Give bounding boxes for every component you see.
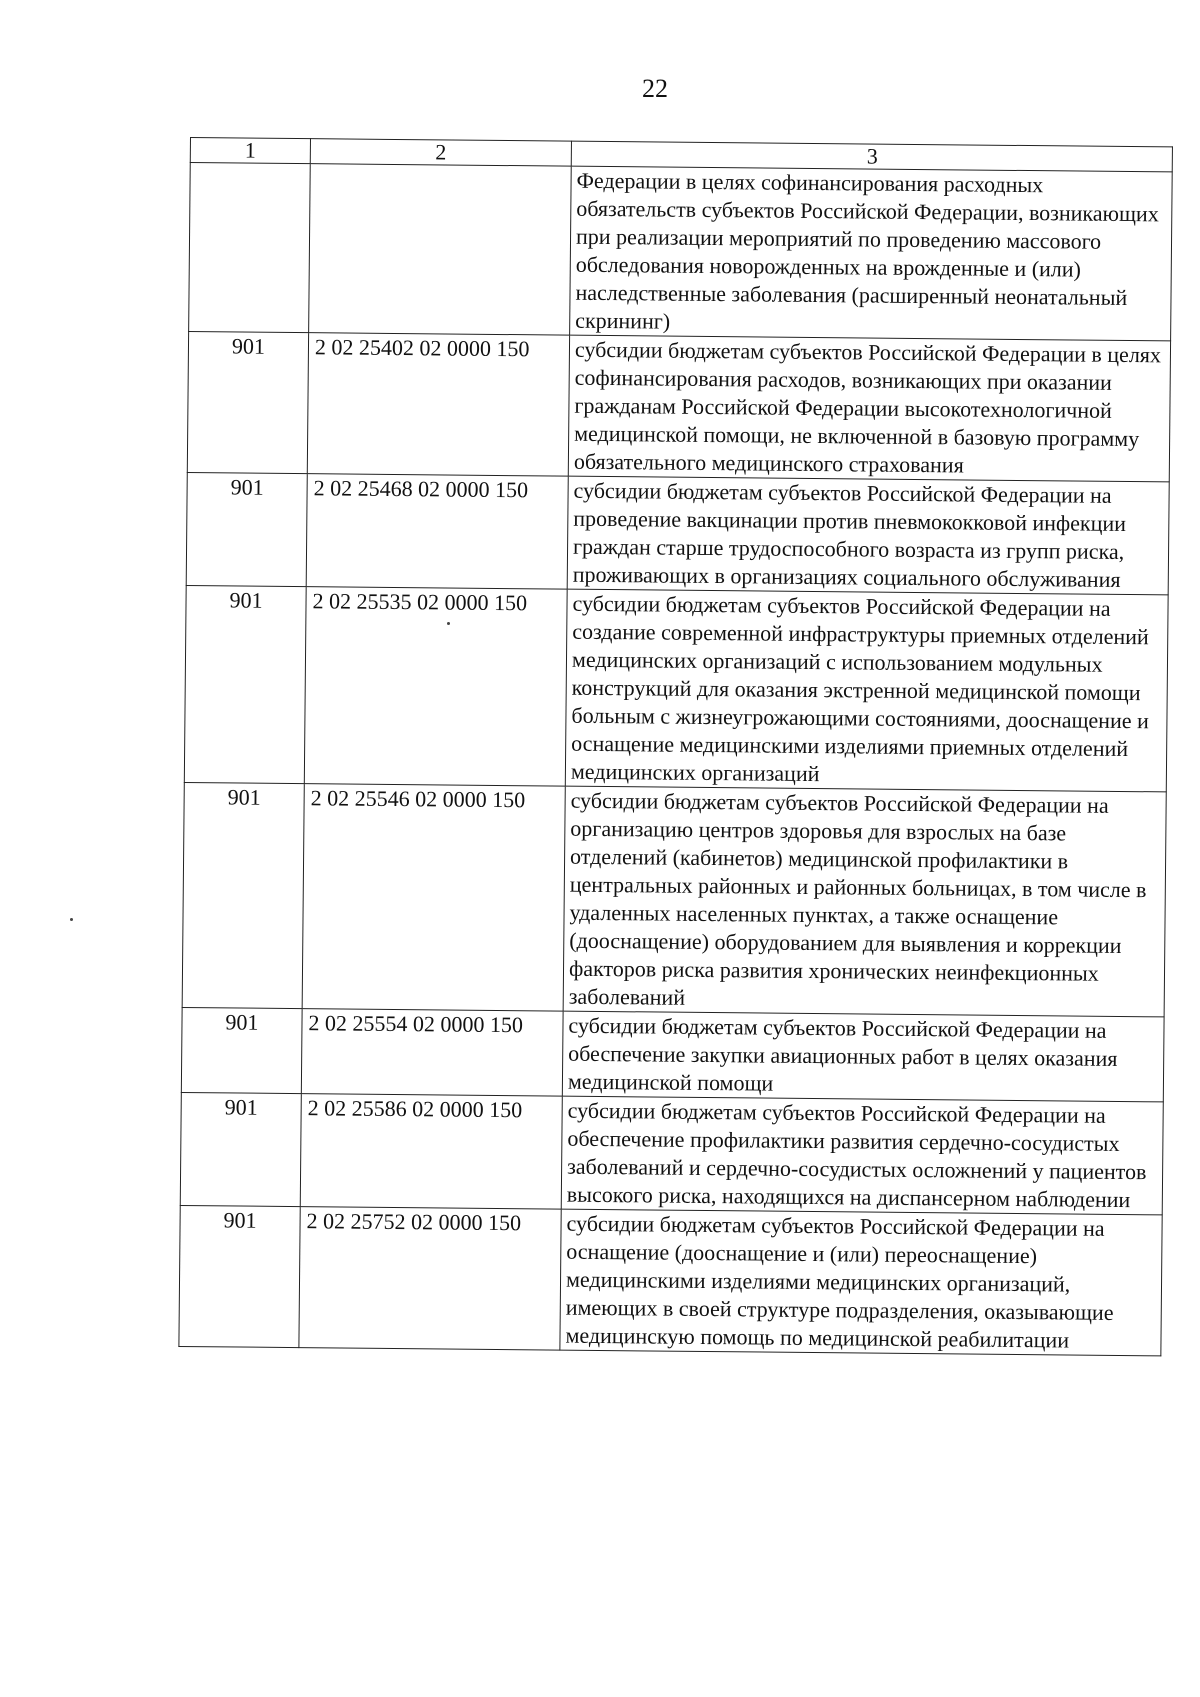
admin-code-cell: 901 [180, 1092, 301, 1206]
budget-code-cell: 2 02 25402 02 0000 150 [307, 333, 569, 476]
table-row [184, 585, 1168, 791]
column-header-3: 3 [571, 141, 1172, 172]
table-row [180, 1092, 1163, 1214]
description-cell: субсидии бюджетам субъектов Российской Федерации на обеспечение профилактики развития сердечно-сосудистых заболеваний и сердечно-сосудистых осложнений у пациентов высокого риска, находящихся на диспансерном наблюдении [561, 1096, 1163, 1215]
table-row [182, 782, 1166, 1016]
budget-code-cell: 2 02 25554 02 0000 150 [301, 1009, 563, 1097]
budget-code-cell: 2 02 25752 02 0000 150 [299, 1207, 561, 1350]
scan-speck [447, 622, 450, 625]
description-cell: субсидии бюджетам субъектов Российской Федерации на обеспечение закупки авиационных работ в целях оказания медицинской помощи [562, 1011, 1164, 1102]
table-row [189, 163, 1173, 341]
budget-code-cell [309, 164, 572, 335]
budget-code-cell: 2 02 25468 02 0000 150 [306, 474, 568, 590]
table-row [186, 472, 1169, 594]
table-row [181, 1007, 1164, 1101]
description-cell: Федерации в целях софинансирования расходных обязательств субъектов Российской Федерации, возникающих при реализации мероприятий по проведению массового обследования новорожденных на врожденные и (или) наследственные заболевания (расширенный неонатальный скрининг) [570, 166, 1173, 341]
description-cell: субсидии бюджетам субъектов Российской Федерации на проведение вакцинации против пневмококковой инфекции граждан старше трудоспособного возраста из групп риска, проживающих в организациях социального обслуживания [567, 476, 1169, 595]
budget-code-cell: 2 02 25535 02 0000 150 [304, 587, 567, 786]
description-cell: субсидии бюджетам субъектов Российской Федерации в целях софинансирования расходов, возникающих при оказании гражданам Российской Федерации высокотехнологичной медицинской помощи, не включенной в базовую программу обязательного медицинского страхования [568, 335, 1170, 482]
admin-code-cell: 901 [186, 472, 307, 586]
scan-speck [70, 918, 73, 921]
page-number: 22 [642, 74, 668, 103]
admin-code-cell: 901 [181, 1007, 302, 1093]
admin-code-cell: 901 [187, 331, 308, 473]
description-cell: субсидии бюджетам субъектов Российской Федерации на оснащение (дооснащение и (или) переоснащение) медицинскими изделиями медицинских организаций, имеющих в своей структуре подразделения, оказывающие медицинскую помощь по медицинской реабилитации [560, 1209, 1162, 1356]
admin-code-cell: 901 [184, 585, 306, 783]
table-row [187, 331, 1170, 481]
budget-code-cell: 2 02 25586 02 0000 150 [300, 1094, 562, 1210]
column-header-2: 2 [310, 139, 571, 167]
budget-code-cell: 2 02 25546 02 0000 150 [302, 784, 565, 1011]
admin-code-cell: 901 [179, 1205, 300, 1347]
budget-codes-table [178, 137, 1173, 1356]
column-header-1: 1 [190, 138, 310, 164]
admin-code-cell [189, 163, 311, 333]
description-cell: субсидии бюджетам субъектов Российской Федерации на создание современной инфраструктуры приемных отделений медицинских организаций с использованием модульных конструкций для оказания экстренной медицинской помощи больным с жизнеугрожающими состояниями, дооснащение и оснащение медицинскими изделиями приемных отделений медицинских организаций [565, 589, 1168, 792]
table-row [179, 1205, 1162, 1355]
description-cell: субсидии бюджетам субъектов Российской Федерации на организацию центров здоровья для взрослых на базе отделений (кабинетов) медицинской профилактики в центральных районных и районных больницах, в том числе в удаленных населенных пунктах, а также оснащение (дооснащение) оборудованием для выявления и коррекции факторов риска развития хронических неинфекционных заболеваний [563, 786, 1166, 1017]
admin-code-cell: 901 [182, 782, 304, 1008]
